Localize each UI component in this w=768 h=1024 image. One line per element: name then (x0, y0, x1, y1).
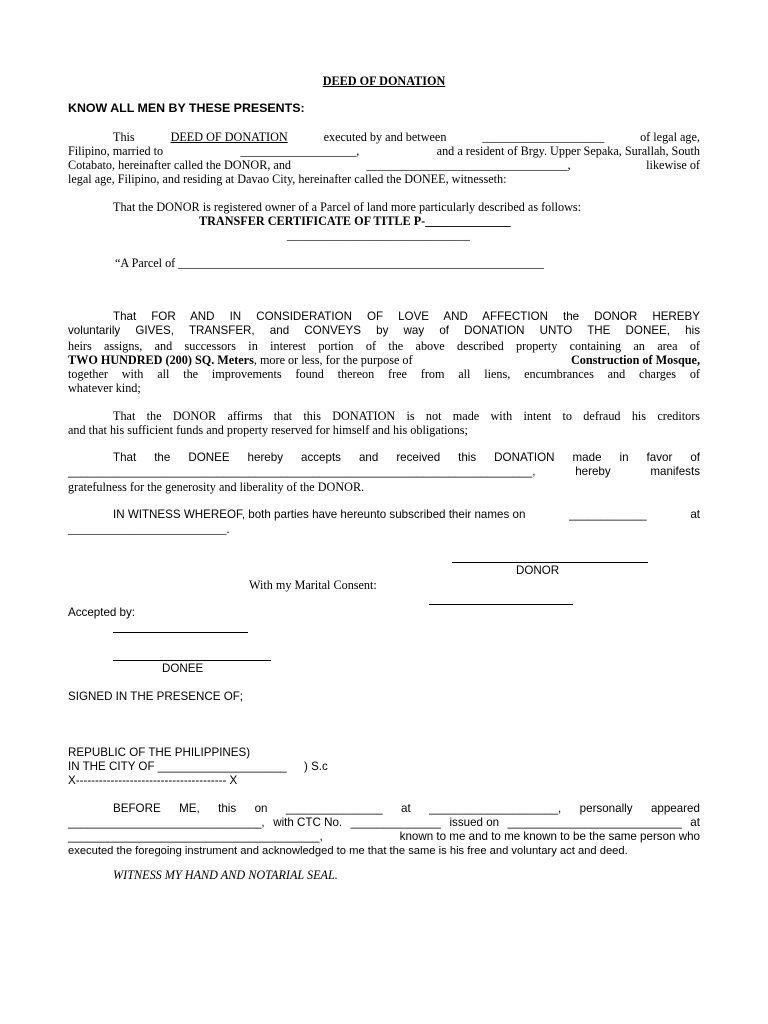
before-me-line-3 (68, 830, 700, 844)
accepted-by-label: Accepted by: (68, 606, 136, 619)
text: at (401, 802, 411, 815)
parcel-line (115, 256, 544, 270)
para-consideration-line-5: together with all the improvements found thereon free from all liens, encumbrances and charges of (68, 367, 700, 381)
spouse-signature-line (429, 604, 573, 605)
text: , more or less, for the purpose of (253, 353, 413, 367)
para-consideration-line-4 (68, 353, 700, 367)
text: this (218, 802, 237, 815)
text: of legal age, (640, 130, 700, 144)
text: ) S.c (303, 760, 328, 773)
ctc-number-blank: ______________ (350, 816, 441, 829)
parcel-label: “A Parcel of (115, 256, 176, 270)
deed-of-donation-underlined: DEED OF DONATION (170, 130, 288, 144)
para-consideration-line-2: voluntarily GIVES, TRANSFER, and CONVEYS by way of DONATION UNTO THE DONEE, his (68, 324, 700, 337)
accepted-by-signature-line (113, 632, 248, 633)
tct-number-blank: ______________ (425, 214, 511, 228)
notarial-seal-text: WITNESS MY HAND AND NOTARIAL SEAL. (113, 868, 338, 882)
donee-label: DONEE (162, 662, 204, 675)
text: issued on (449, 816, 500, 829)
para-accept-line-3: gratefulness for the generosity and liberality of the DONOR. (68, 480, 365, 494)
date-blank: _______________ (285, 802, 383, 815)
tct-line (199, 214, 511, 228)
text: with CTC No. (273, 816, 343, 829)
para-consideration-line-6: whatever kind; (68, 381, 141, 395)
text: personally (579, 802, 633, 815)
marital-consent-label: With my Marital Consent: (249, 578, 377, 592)
text: likewise of (646, 158, 700, 172)
area-bold: TWO HUNDRED (200) SQ. Meters (68, 353, 254, 367)
para-parties-line-3 (68, 158, 700, 172)
know-all-heading: KNOW ALL MEN BY THESE PRESENTS: (68, 101, 305, 115)
text: at (690, 816, 700, 829)
text: This (113, 130, 135, 144)
text: known to me and to me known to be the same person who (399, 830, 700, 843)
tct-label: TRANSFER CERTIFICATE OF TITLE P- (199, 214, 426, 228)
para-affirm-line-1: That the DONOR affirms that this DONATION is not made with intent to defraud his creditors (113, 409, 700, 423)
place-blank: __________________________. (68, 522, 230, 536)
before-me-line-4: executed the foregoing instrument and acknowledged to me that the same is his free and voluntary act and deed. (68, 845, 628, 857)
before-me-line-2 (68, 816, 700, 830)
para-parties-line-1 (113, 130, 700, 144)
para-affirm-line-2: and that his sufficient funds and property reserved for himself and his obligations; (68, 423, 468, 437)
text: IN WITNESS WHEREOF, both parties have hereunto subscribed their names on (113, 508, 526, 521)
text: hereby (575, 465, 611, 478)
para-parties-line-2 (68, 144, 700, 158)
donor-name-blank: ____________________ (482, 130, 605, 144)
favor-of-blank: ________________________________________________________________________, (68, 465, 536, 478)
tct-second-blank: ______________________________ (287, 228, 470, 242)
para-witness-line-1 (113, 508, 700, 522)
para-consideration-line-1: That FOR AND IN CONSIDERATION OF LOVE AND AFFECTION the DONOR HEREBY (113, 310, 700, 323)
text: and a resident of Brgy. Upper Sepaka, Surallah, South (436, 144, 700, 158)
place-blank: ____________________, (429, 802, 562, 815)
purpose-bold: Construction of Mosque, (571, 353, 700, 367)
text: executed by and between (323, 130, 447, 144)
text: IN THE CITY OF (68, 760, 155, 773)
donor-signature-line (452, 562, 648, 563)
person-name-blank: ______________________________, (68, 816, 265, 829)
donee-signature-line (113, 660, 271, 661)
text: manifests (650, 465, 700, 478)
text: BEFORE (113, 802, 161, 815)
text: on (254, 802, 268, 815)
text: ME, (179, 802, 200, 815)
text: appeared (650, 802, 700, 815)
date-blank: ____________ (569, 508, 647, 521)
para-parties-line-4: legal age, Filipino, and residing at Davao City, hereinafter called the DONEE, witnesseth: (68, 172, 507, 186)
donor-label: DONOR (516, 564, 560, 577)
notary-divider: X--------------------------------------- X (68, 774, 238, 787)
text: Cotabato, hereinafter called the DONOR, and (68, 158, 292, 172)
republic-line: REPUBLIC OF THE PHILIPPINES) (68, 746, 251, 759)
city-line (68, 760, 328, 774)
para-accept-line-1: That the DONEE hereby accepts and received this DONATION made in favor of (113, 451, 700, 464)
para-consideration-line-3: heirs assigns, and successors in interest portion of the above described property containing an area of (68, 339, 700, 353)
text: at (690, 508, 700, 521)
text: Filipino, married to (68, 144, 164, 158)
para-owner-line-1: That the DONOR is registered owner of a Parcel of land more particularly described as follows: (113, 200, 582, 214)
before-me-line-1 (113, 802, 700, 816)
signed-presence-label: SIGNED IN THE PRESENCE OF; (68, 690, 244, 703)
issued-on-blank: ___________________________ (507, 816, 682, 829)
spouse-name-blank: ___________________, (240, 144, 360, 158)
para-accept-line-2 (68, 465, 700, 479)
city-blank: ____________________ (157, 760, 287, 773)
donee-name-blank: _________________________________, (366, 158, 571, 172)
issued-at-blank: _______________________________________, (68, 830, 323, 843)
document-title: DEED OF DONATION (322, 74, 446, 88)
parcel-description-blank: ____________________________________________________________ (178, 256, 544, 270)
